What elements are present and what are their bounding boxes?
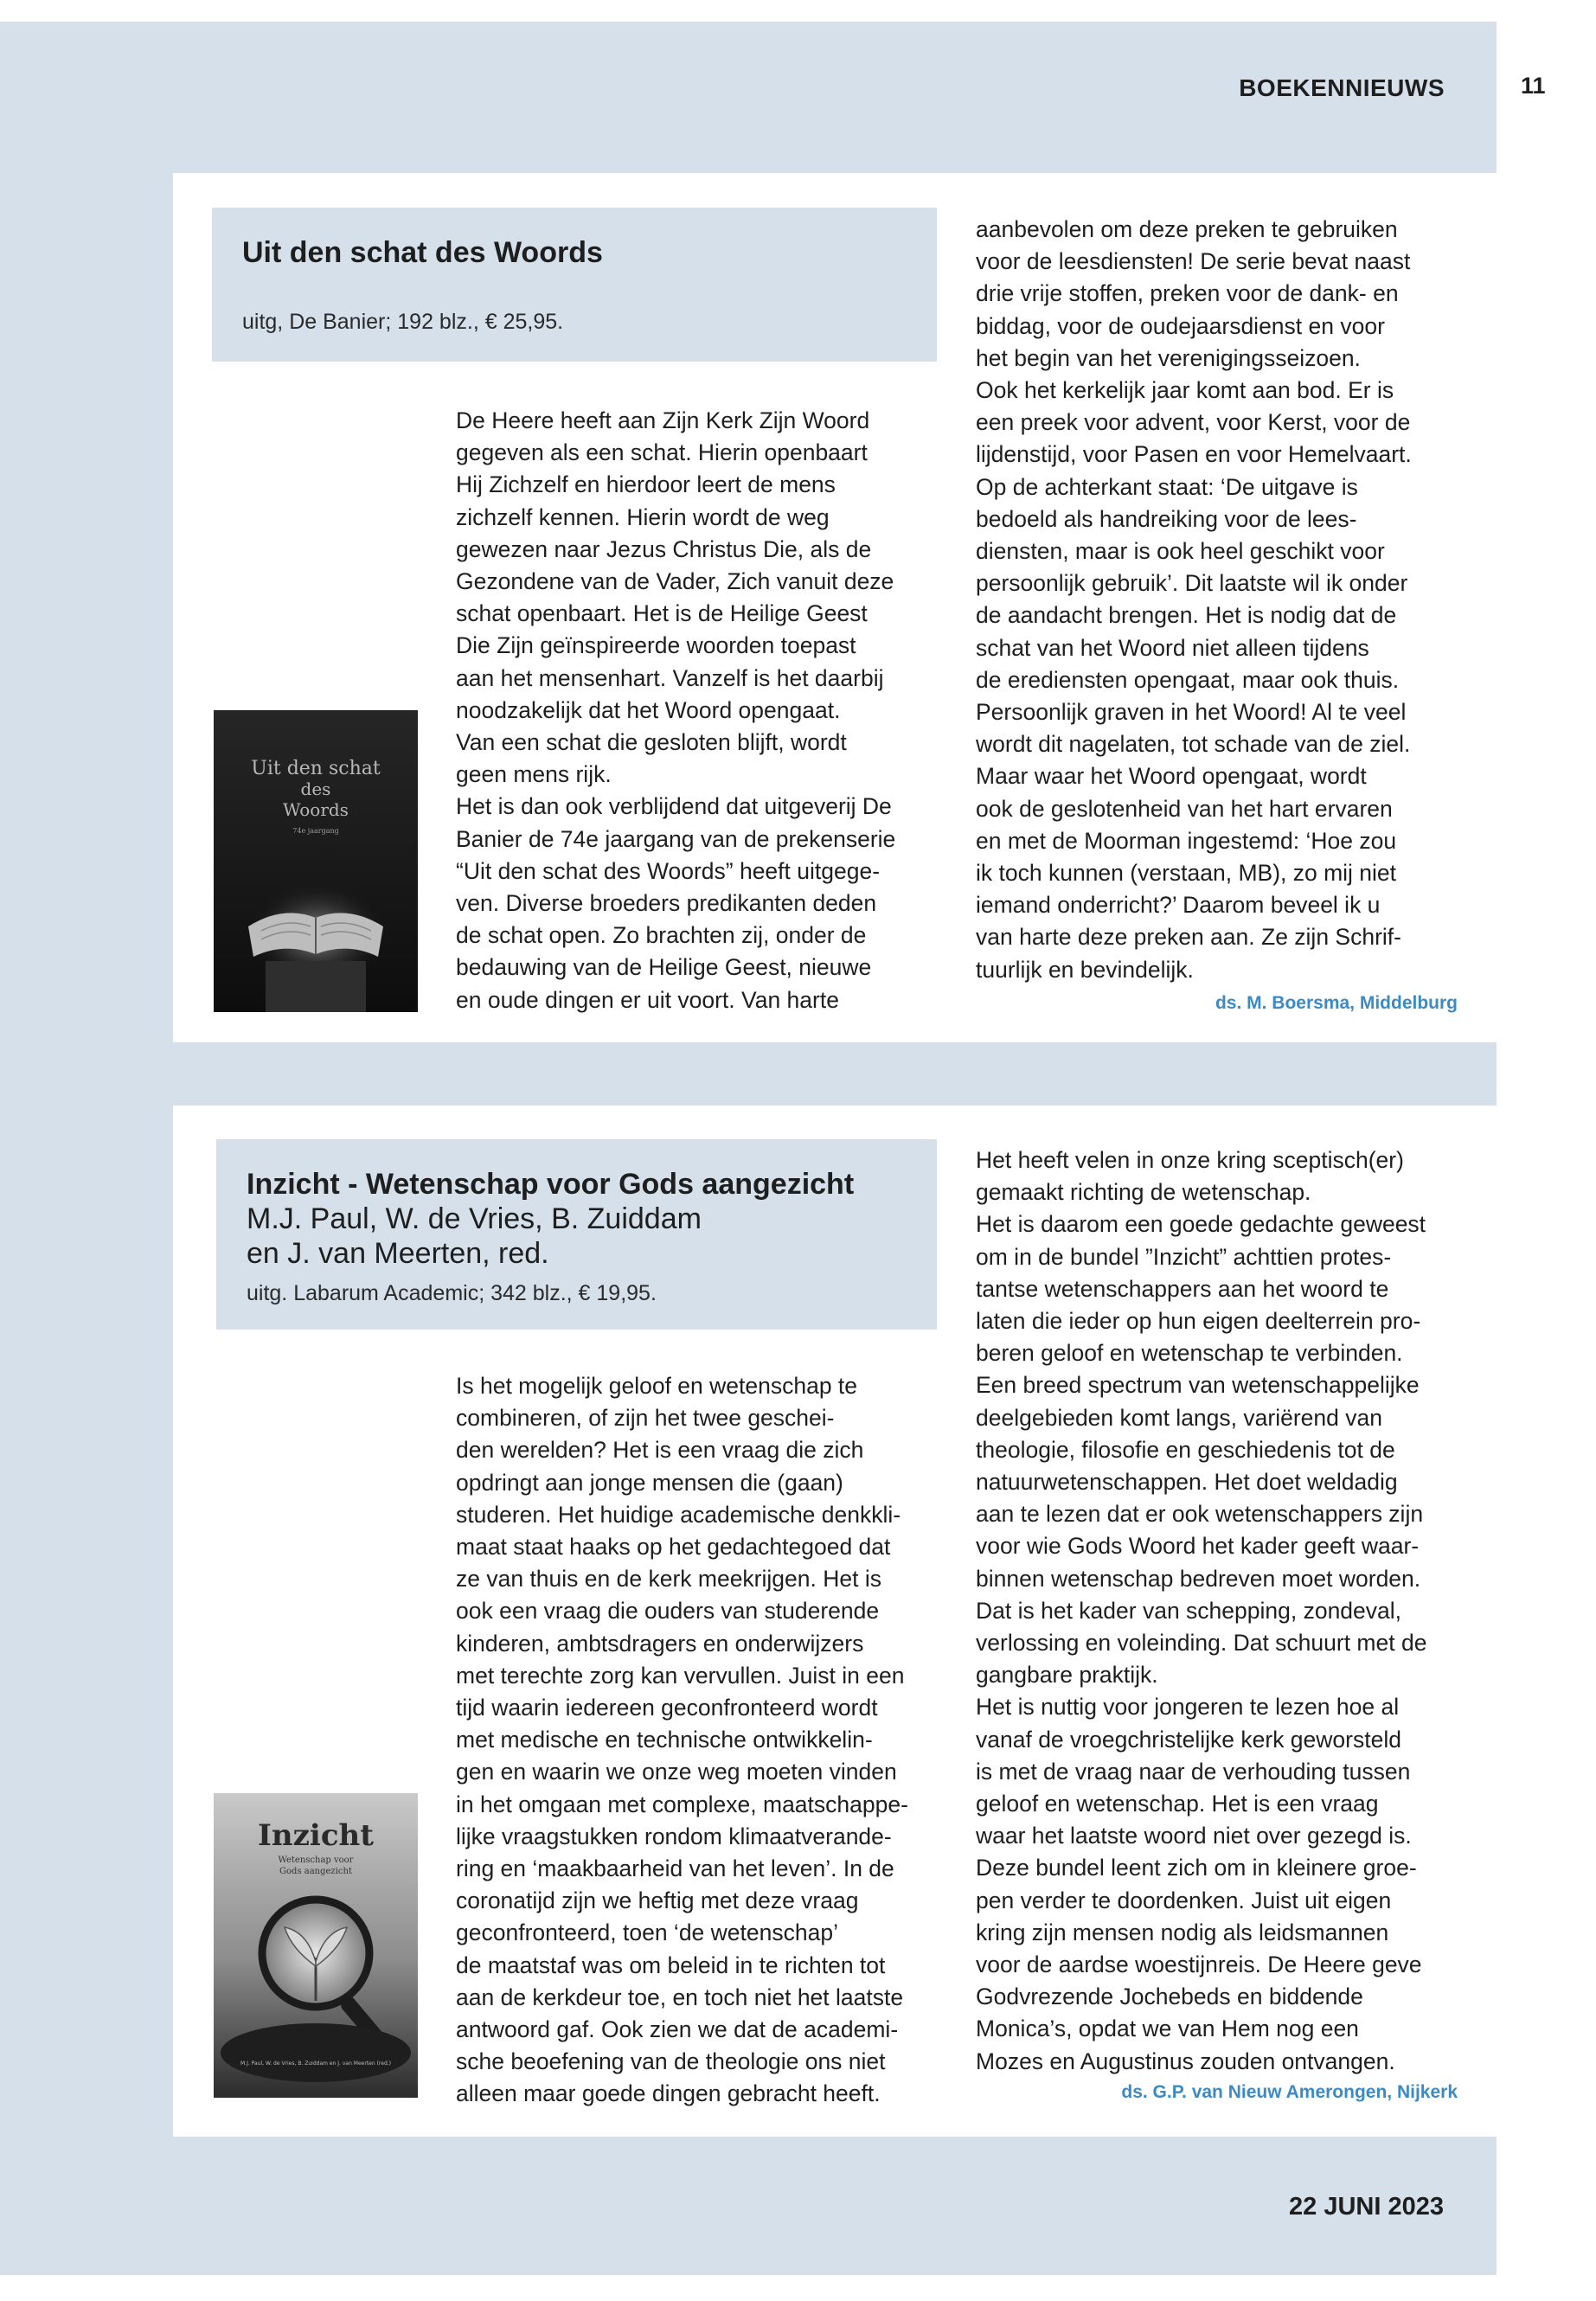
text-line: Maar waar het Woord opengaat, wordt [976, 763, 1367, 790]
cover-2-credits: M.J. Paul, W. de Vries, B. Zuiddam en J. van Meerten (red.) [240, 2061, 391, 2067]
text-line: Is het mogelijk geloof en wetenschap te [456, 1373, 858, 1399]
text-line: aanbevolen om deze preken te gebruiken [976, 216, 1398, 242]
text-line: bedauwing van de Heilige Geest, nieuwe [456, 954, 872, 981]
text-line: Gezondene van de Vader, Zich vanuit deze [456, 568, 894, 595]
text-line: bedoeld als handreiking voor de lees- [976, 505, 1357, 532]
text-line: gemaakt richting de wetenschap. [976, 1179, 1311, 1206]
text-line: ook een vraag die ouders van studerende [456, 1598, 880, 1625]
review-2-publisher: uitg. Labarum Academic; 342 blz., € 19,95. [247, 1281, 657, 1305]
review-2-column-2 [976, 1144, 1426, 2078]
text-line: geen mens rijk. [456, 761, 612, 788]
text-line: verlossing en voleinding. Dat schuurt met de [976, 1630, 1427, 1657]
text-line: geconfronteerd, toen ‘de wetenschap’ [456, 1920, 838, 1946]
cover-2-subtitle-line1: Wetenschap voor [278, 1856, 354, 1865]
text-line: Op de achterkant staat: ‘De uitgave is [976, 473, 1358, 500]
text-line: Monica’s, opdat we van Hem nog een [976, 2016, 1359, 2042]
text-line: maat staat haaks op het gedachtegoed dat [456, 1534, 891, 1561]
section-label: BOEKENNIEUWS [1239, 74, 1445, 101]
text-line: de schat open. Zo brachten zij, onder de [456, 922, 867, 949]
text-line: laten die ieder op hun eigen deelterrein pro- [976, 1308, 1421, 1335]
text-line: Die Zijn geïnspireerde woorden toepast [456, 632, 856, 659]
text-line: Het is dan ook verblijdend dat uitgeverij De [456, 793, 892, 820]
text-line: is met de vraag naar de verhouding tussen [976, 1758, 1411, 1785]
text-line: schat openbaart. Het is de Heilige Geest [456, 600, 868, 627]
cover-2-title: Inzicht [258, 1818, 374, 1853]
text-line: een preek voor advent, voor Kerst, voor de [976, 409, 1411, 436]
text-line: de erediensten opengaat, maar ook thuis. [976, 666, 1400, 693]
text-line: ook de geslotenheid van het hart ervaren [976, 795, 1393, 822]
text-line: persoonlijk gebruik’. Dit laatste wil ik onder [976, 570, 1408, 597]
text-line: Dat is het kader van schepping, zondeval, [976, 1597, 1402, 1624]
text-line: zichzelf kennen. Hierin wordt de weg [456, 503, 830, 530]
text-line: diensten, maar is ook heel geschikt voor [976, 538, 1385, 565]
text-line: drie vrije stoffen, preken voor de dank- en [976, 280, 1399, 307]
text-line: Godvrezende Jochebeds en biddende [976, 1984, 1363, 2010]
text-line: Mozes en Augustinus zouden ontvangen. [976, 2048, 1395, 2074]
page-number: 11 [1521, 73, 1546, 99]
text-line: voor de aardse woestijnreis. De Heere geve [976, 1952, 1422, 1978]
cover-1-subtitle: 74e jaargang [292, 827, 339, 835]
text-line: en oude dingen er uit voort. Van harte [456, 986, 839, 1013]
review-2-authors-line2: en J. van Meerten, red. [247, 1237, 549, 1270]
text-line: binnen wetenschap bedreven moet worden. [976, 1565, 1421, 1592]
review-card-1 [173, 173, 1497, 1042]
text-line: alleen maar goede dingen gebracht heeft. [456, 2080, 881, 2107]
review-1-publisher: uitg, De Banier; 192 blz., € 25,95. [242, 310, 564, 334]
text-line: iemand onderricht?’ Daarom beveel ik u [976, 892, 1381, 919]
review-1-title: Uit den schat des Woords [242, 236, 603, 269]
text-line: Hij Zichzelf en hierdoor leert de mens [456, 471, 836, 498]
text-line: lijdenstijd, voor Pasen en voor Hemelvaart. [976, 441, 1412, 468]
text-line: voor wie Gods Woord het kader geeft waar- [976, 1533, 1420, 1560]
text-line: studeren. Het huidige academische denkkli- [456, 1501, 901, 1528]
text-line: de aandacht brengen. Het is nodig dat de [976, 602, 1397, 629]
text-line: Deze bundel leent zich om in kleinere groe- [976, 1855, 1417, 1881]
text-line: antwoord gaf. Ook zien we dat de academi- [456, 2016, 899, 2043]
text-line: den werelden? Het is een vraag die zich [456, 1437, 864, 1464]
text-line: tuurlijk en bevindelijk. [976, 956, 1194, 983]
text-line: het begin van het verenigingsseizoen. [976, 344, 1361, 371]
text-line: waar het laatste woord niet over gezegd is. [976, 1823, 1412, 1849]
cover-2-subtitle-line2: Gods aangezicht [279, 1867, 352, 1876]
text-line: om in de bundel ”Inzicht” achttien protes- [976, 1243, 1392, 1270]
text-line: gangbare praktijk. [976, 1662, 1158, 1689]
page-number-tab [1497, 22, 1596, 121]
text-line: lijke vraagstukken rondom klimaatverande- [456, 1823, 892, 1849]
review-2-authors-line1: M.J. Paul, W. de Vries, B. Zuiddam [247, 1202, 702, 1235]
text-line: en met de Moorman ingestemd: ‘Hoe zou [976, 827, 1397, 854]
text-line: kring zijn mensen nodig als leidsmannen [976, 1919, 1389, 1945]
text-line: aan het mensenhart. Vanzelf is het daarbij [456, 664, 884, 691]
text-line: kinderen, ambtsdragers en onderwijzers [456, 1630, 864, 1657]
text-line: gegeven als een schat. Hierin openbaart [456, 439, 868, 466]
text-line: de maatstaf was om beleid in te richten tot [456, 1952, 886, 1978]
review-2-header [216, 1139, 937, 1330]
text-line: in het omgaan met complexe, maatschappe- [456, 1791, 908, 1817]
text-line: Ook het kerkelijk jaar komt aan bod. Er is [976, 377, 1394, 404]
text-line: ring en ‘maakbaarheid van het leven’. In de [456, 1856, 894, 1882]
text-line: met terechte zorg kan vervullen. Juist in een [456, 1662, 905, 1689]
cover-1-title-line3: Woords [283, 799, 349, 820]
text-line: coronatijd zijn we heftig met deze vraag [456, 1888, 859, 1914]
text-line: Het is daarom een goede gedachte geweest [976, 1211, 1426, 1238]
text-line: pen verder te doordenken. Juist uit eigen [976, 1887, 1392, 1913]
text-line: Een breed spectrum van wetenschappelijke [976, 1372, 1420, 1399]
text-line: vanaf de vroegchristelijke kerk geworsteld [976, 1726, 1401, 1753]
footer-date: 22 JUNI 2023 [1289, 2193, 1444, 2221]
text-line: van harte deze preken aan. Ze zijn Schrif- [976, 924, 1401, 951]
book-cover-2 [214, 1793, 418, 2098]
text-line: ven. Diverse broeders predikanten deden [456, 890, 877, 917]
text-line: Het is nuttig voor jongeren te lezen hoe al [976, 1694, 1400, 1721]
text-line: geloof en wetenschap. Het is een vraag [976, 1791, 1379, 1817]
text-line: schat van het Woord niet alleen tijdens [976, 634, 1369, 661]
review-2-signature: ds. G.P. van Nieuw Amerongen, Nijkerk [1121, 2082, 1458, 2102]
review-1-header [212, 208, 937, 362]
review-2-title: Inzicht - Wetenschap voor Gods aangezicht [247, 1168, 855, 1201]
text-line: gen en waarin we onze weg moeten vinden [456, 1759, 897, 1785]
text-line: ze van thuis en de kerk meekrijgen. Het is [456, 1566, 881, 1593]
text-line: sche beoefening van de theologie ons niet [456, 2048, 886, 2075]
text-line: theologie, filosofie en geschiedenis tot de [976, 1436, 1395, 1463]
book-cover-2-art [214, 1793, 418, 2098]
text-line: gewezen naar Jezus Christus Die, als de [456, 535, 872, 562]
text-line: Van een schat die gesloten blijft, wordt [456, 729, 847, 756]
text-line: beren geloof en wetenschap te verbinden. [976, 1340, 1403, 1367]
cover-1-title-line1: Uit den schat [251, 758, 381, 779]
text-line: tantse wetenschappers aan het woord te [976, 1275, 1389, 1302]
book-cover-1-art [214, 710, 418, 1012]
text-line: biddag, voor de oudejaarsdienst en voor [976, 312, 1385, 339]
text-line: noodzakelijk dat het Woord opengaat. [456, 696, 841, 723]
text-line: combineren, of zijn het twee geschei- [456, 1405, 835, 1432]
text-line: aan te lezen dat er ook wetenschappers zijn [976, 1501, 1424, 1528]
review-1-signature: ds. M. Boersma, Middelburg [1215, 993, 1458, 1013]
text-line: Banier de 74e jaargang van de prekenserie [456, 825, 896, 852]
review-card-2 [173, 1106, 1497, 2137]
text-line: natuurwetenschappen. Het doet weldadig [976, 1469, 1398, 1496]
text-line: met medische en technische ontwikkelin- [456, 1727, 873, 1753]
text-line: wordt dit nagelaten, tot schade van de ziel. [976, 731, 1411, 758]
text-line: “Uit den schat des Woords” heeft uitgege- [456, 857, 881, 884]
text-line: opdringt aan jonge mensen die (gaan) [456, 1469, 843, 1496]
review-1-column-1 [456, 405, 895, 1016]
review-2-column-1 [456, 1370, 908, 2111]
text-line: deelgebieden komt langs, variërend van [976, 1404, 1382, 1431]
cover-1-title-line2: des [300, 779, 331, 799]
text-line: De Heere heeft aan Zijn Kerk Zijn Woord [456, 407, 870, 433]
text-line: tijd waarin iedereen geconfronteerd wordt [456, 1695, 878, 1721]
book-cover-1 [214, 710, 418, 1012]
review-1-column-2 [976, 214, 1412, 986]
text-line: ik toch kunnen (verstaan, MB), zo mij niet [976, 860, 1397, 887]
text-line: Het heeft velen in onze kring sceptisch(er) [976, 1147, 1404, 1173]
text-line: aan de kerkdeur toe, en toch niet het laatste [456, 1984, 904, 2010]
text-line: Persoonlijk graven in het Woord! Al te veel [976, 699, 1407, 726]
text-line: voor de leesdiensten! De serie bevat naast [976, 248, 1411, 275]
